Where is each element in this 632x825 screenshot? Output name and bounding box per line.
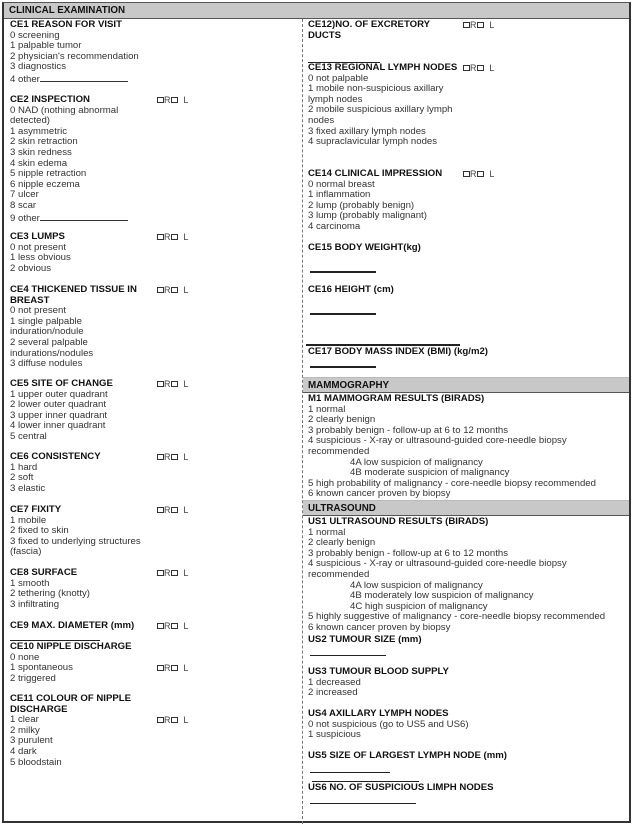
- question-ce1: [10, 20, 298, 86]
- side-selector: R L: [157, 379, 189, 390]
- option[interactable]: 0 none: [10, 651, 40, 663]
- question-title: CE10 NIPPLE DISCHARGE: [10, 641, 132, 652]
- option[interactable]: 3 fixed axillary lymph nodes: [308, 125, 426, 137]
- option[interactable]: 1 single palpable: [10, 315, 83, 327]
- option[interactable]: 2 obvious: [10, 262, 52, 274]
- option[interactable]: 1 palpable tumor: [10, 40, 82, 52]
- question-title: CE9 MAX. DIAMETER (mm): [10, 620, 135, 631]
- us2-input-line[interactable]: [310, 655, 386, 656]
- option[interactable]: 4 dark: [10, 745, 37, 757]
- us5-input-line[interactable]: [310, 772, 390, 773]
- other-input-line[interactable]: [40, 212, 128, 221]
- right-checkbox[interactable]: [463, 65, 470, 71]
- option: nodes: [308, 114, 335, 126]
- right-checkbox[interactable]: [157, 507, 164, 513]
- section-header-mammography: MAMMOGRAPHY: [303, 377, 629, 393]
- option[interactable]: 0 not present: [10, 305, 67, 317]
- question-ce16: [308, 285, 630, 296]
- question-ce9: [10, 621, 298, 632]
- question-title: US6 NO. OF SUSPICIOUS LIMPH NODES: [308, 782, 494, 793]
- option[interactable]: 2 skin retraction: [10, 136, 78, 148]
- question-ce14: [308, 169, 630, 233]
- right-checkbox[interactable]: [157, 381, 164, 387]
- ce15-input-line[interactable]: [310, 271, 376, 273]
- option[interactable]: 3 diffuse nodules: [10, 358, 83, 370]
- question-title: CE5 SITE OF CHANGE: [10, 378, 113, 389]
- right-checkbox[interactable]: [157, 454, 164, 460]
- question-title: CE8 SURFACE: [10, 567, 78, 578]
- option[interactable]: 4 supraclavicular lymph nodes: [308, 136, 438, 148]
- side-selector: R L: [463, 169, 495, 180]
- side-selector: R L: [157, 285, 189, 296]
- option[interactable]: 3 skin redness: [10, 146, 72, 158]
- left-checkbox[interactable]: [171, 234, 178, 240]
- left-checkbox[interactable]: [171, 623, 178, 629]
- sub-option[interactable]: 4A low suspicion of malignancy: [350, 456, 483, 468]
- question-ce3: [10, 232, 298, 274]
- right-checkbox[interactable]: [463, 171, 470, 177]
- ce16-input-line[interactable]: [310, 313, 376, 315]
- option[interactable]: 1 normal: [308, 526, 346, 538]
- question-title: CE4 THICKENED TISSUE IN BREAST: [10, 284, 137, 306]
- option: (fascia): [10, 546, 42, 558]
- option[interactable]: 4 suspicious - X-ray or ultrasound-guided core-needle biopsy recommended: [308, 558, 567, 580]
- section-header-clinical-examination: CLINICAL EXAMINATION: [4, 3, 629, 19]
- option[interactable]: 1 decreased: [308, 676, 361, 688]
- question-us4: [308, 709, 630, 741]
- option[interactable]: 4 skin edema: [10, 157, 68, 169]
- column-divider: [302, 19, 303, 824]
- option[interactable]: 2 lump (probably benign): [308, 199, 415, 211]
- question-title: CE15 BODY WEIGHT(kg): [308, 242, 421, 253]
- option[interactable]: 0 not present: [10, 241, 67, 253]
- left-checkbox[interactable]: [171, 381, 178, 387]
- side-selector: R L: [157, 232, 189, 243]
- question-ce11: [10, 694, 298, 768]
- question-title: CE2 INSPECTION: [10, 94, 90, 105]
- side-selector: R L: [157, 505, 189, 516]
- left-checkbox[interactable]: [171, 507, 178, 513]
- question-title: CE16 HEIGHT (cm): [308, 284, 394, 295]
- sub-option[interactable]: 4C high suspicion of malignancy: [350, 600, 488, 612]
- question-title: M1 MAMMOGRAM RESULTS (BIRADS): [308, 393, 485, 404]
- side-selector: R L: [157, 568, 189, 579]
- option: induration/nodule: [10, 326, 84, 338]
- section-header-ultrasound: ULTRASOUND: [303, 500, 629, 516]
- option[interactable]: 6 known cancer proven by biopsy: [308, 488, 451, 500]
- question-us1: [308, 517, 630, 634]
- option[interactable]: 7 ulcer: [10, 189, 39, 201]
- question-title: US3 TUMOUR BLOOD SUPPLY: [308, 666, 449, 677]
- question-title: US4 AXILLARY LYMPH NODES: [308, 708, 449, 719]
- option[interactable]: 8 scar: [10, 199, 37, 211]
- clinical-examination-form: [2, 2, 631, 823]
- option: detected): [10, 115, 51, 127]
- right-checkbox[interactable]: [157, 97, 164, 103]
- question-ce12: [308, 20, 630, 41]
- question-title: CE3 LUMPS: [10, 231, 65, 242]
- sub-option[interactable]: 4B moderately low suspicion of malignancy: [350, 590, 534, 602]
- option[interactable]: 1 inflammation: [308, 189, 371, 201]
- option[interactable]: 6 nipple eczema: [10, 178, 80, 190]
- question-ce15: [308, 243, 630, 254]
- question-title: CE7 FIXITY: [10, 504, 62, 515]
- option[interactable]: 3 diagnostics: [10, 61, 66, 73]
- option[interactable]: 2 clearly benign: [308, 414, 376, 426]
- option: lymph nodes: [308, 93, 363, 105]
- question-title: CE13 REGIONAL LYMPH NODES: [308, 62, 458, 73]
- left-checkbox[interactable]: [171, 665, 178, 671]
- question-us5: [308, 751, 630, 762]
- option[interactable]: 5 nipple retraction: [10, 168, 87, 180]
- option[interactable]: 2 soft: [10, 472, 34, 484]
- question-title: CE1 REASON FOR VISIT: [10, 19, 122, 30]
- option[interactable]: 1 clear: [10, 714, 39, 726]
- side-selector: R L: [157, 621, 189, 632]
- option[interactable]: 1 suspicious: [308, 729, 361, 741]
- option[interactable]: 4 carcinoma: [308, 220, 361, 232]
- option[interactable]: 4 lower inner quadrant: [10, 420, 106, 432]
- us6-input-line[interactable]: [310, 803, 416, 804]
- right-checkbox[interactable]: [463, 22, 470, 28]
- option[interactable]: 1 mobile: [10, 514, 47, 526]
- option[interactable]: 0 not palpable: [308, 72, 369, 84]
- left-checkbox[interactable]: [171, 454, 178, 460]
- question-title: CE11 COLOUR OF NIPPLE DISCHARGE: [10, 693, 132, 715]
- question-ce4: [10, 285, 298, 370]
- left-checkbox[interactable]: [171, 717, 178, 723]
- side-selector: R L: [157, 452, 189, 463]
- option[interactable]: 3 upper inner quadrant: [10, 409, 108, 421]
- option[interactable]: 5 central: [10, 430, 47, 442]
- option[interactable]: 1 upper outer quadrant: [10, 388, 108, 400]
- question-ce6: [10, 452, 298, 494]
- option[interactable]: 2 clearly benign: [308, 537, 376, 549]
- option[interactable]: 2 physician's recommendation: [10, 50, 139, 62]
- option[interactable]: 1 normal: [308, 403, 346, 415]
- sub-option[interactable]: 4A low suspicion of malignancy: [350, 579, 483, 591]
- option[interactable]: 3 elastic: [10, 482, 46, 494]
- option[interactable]: 1 spontaneous: [10, 662, 73, 674]
- option[interactable]: 5 high probability of malignancy - core-needle biopsy recommended: [308, 477, 596, 489]
- question-title: CE17 BODY MASS INDEX (BMI) (kg/m2): [308, 346, 488, 357]
- option[interactable]: 3 purulent: [10, 735, 53, 747]
- option[interactable]: 0 not suspicious (go to US5 and US6): [308, 718, 469, 730]
- option-other[interactable]: 4 other: [10, 73, 298, 86]
- question-us6: [308, 783, 630, 794]
- side-selector: R L: [157, 715, 189, 726]
- question-ce8: [10, 568, 298, 610]
- sub-option[interactable]: 4B moderate suspicion of malignancy: [350, 467, 510, 479]
- question-title: US5 SIZE OF LARGEST LYMPH NODE (mm): [308, 750, 508, 761]
- question-title: US2 TUMOUR SIZE (mm): [308, 634, 422, 645]
- option[interactable]: 0 NAD (nothing abnormal: [10, 104, 119, 116]
- option[interactable]: 3 lump (probably malignant): [308, 210, 427, 222]
- question-ce2: [10, 95, 298, 224]
- question-title: US1 ULTRASOUND RESULTS (BIRADS): [308, 516, 489, 527]
- question-ce7: [10, 505, 298, 558]
- option[interactable]: 1 mobile non-suspicious axillary: [308, 83, 444, 95]
- option[interactable]: 0 normal breast: [308, 178, 375, 190]
- option[interactable]: 2 mobile suspicious axillary lymph: [308, 104, 453, 116]
- left-checkbox[interactable]: [477, 65, 484, 71]
- option[interactable]: 3 infiltrating: [10, 598, 60, 610]
- left-checkbox[interactable]: [171, 287, 178, 293]
- option[interactable]: 6 known cancer proven by biopsy: [308, 621, 451, 633]
- side-selector: R L: [157, 95, 189, 106]
- option-other[interactable]: 9 other: [10, 212, 298, 225]
- option[interactable]: 1 less obvious: [10, 252, 71, 264]
- question-m1: [308, 394, 630, 500]
- option[interactable]: 4 suspicious - X-ray or ultrasound-guided core-needle biopsy recommended: [308, 435, 567, 457]
- option[interactable]: 2 tethering (knotty): [10, 588, 90, 600]
- option[interactable]: 2 lower outer quadrant: [10, 399, 106, 411]
- question-ce17: [308, 347, 630, 358]
- ce17-input-line[interactable]: [310, 366, 376, 368]
- question-title: CE14 CLINICAL IMPRESSION: [308, 168, 443, 179]
- option: indurations/nodules: [10, 347, 94, 359]
- option[interactable]: 3 probably benign - follow-up at 6 to 12 months: [308, 547, 508, 559]
- left-checkbox[interactable]: [171, 97, 178, 103]
- other-input-line[interactable]: [40, 73, 128, 82]
- option[interactable]: 0 screening: [10, 29, 60, 41]
- question-title: CE12)NO. OF EXCRETORY DUCTS: [308, 19, 430, 41]
- left-checkbox[interactable]: [171, 570, 178, 576]
- question-ce10: [10, 642, 298, 684]
- option[interactable]: 1 smooth: [10, 577, 50, 589]
- right-checkbox[interactable]: [157, 234, 164, 240]
- option[interactable]: 2 fixed to skin: [10, 525, 69, 537]
- question-ce13: [308, 63, 630, 148]
- option[interactable]: 5 bloodstain: [10, 756, 62, 768]
- right-checkbox[interactable]: [157, 623, 164, 629]
- option[interactable]: 2 milky: [10, 724, 40, 736]
- option[interactable]: 2 increased: [308, 687, 358, 699]
- left-checkbox[interactable]: [477, 171, 484, 177]
- question-ce5: [10, 379, 298, 443]
- side-selector: R L: [463, 63, 495, 74]
- side-selector: R L: [463, 20, 495, 31]
- option[interactable]: 5 highly suggestive of malignancy - core-needle biopsy recommended: [308, 611, 606, 623]
- option[interactable]: 2 triggered: [10, 672, 56, 684]
- right-checkbox[interactable]: [157, 665, 164, 671]
- side-selector: R L: [157, 663, 189, 674]
- question-us2: [308, 635, 630, 646]
- option[interactable]: 3 fixed to underlying structures: [10, 535, 141, 547]
- right-checkbox[interactable]: [157, 287, 164, 293]
- right-checkbox[interactable]: [157, 717, 164, 723]
- question-title: CE6 CONSISTENCY: [10, 451, 101, 462]
- option[interactable]: 2 several palpable: [10, 336, 88, 348]
- question-us3: [308, 667, 630, 699]
- option[interactable]: 3 probably benign - follow-up at 6 to 12 months: [308, 424, 508, 436]
- left-checkbox[interactable]: [477, 22, 484, 28]
- option[interactable]: 1 hard: [10, 461, 38, 473]
- option[interactable]: 1 asymmetric: [10, 125, 68, 137]
- right-checkbox[interactable]: [157, 570, 164, 576]
